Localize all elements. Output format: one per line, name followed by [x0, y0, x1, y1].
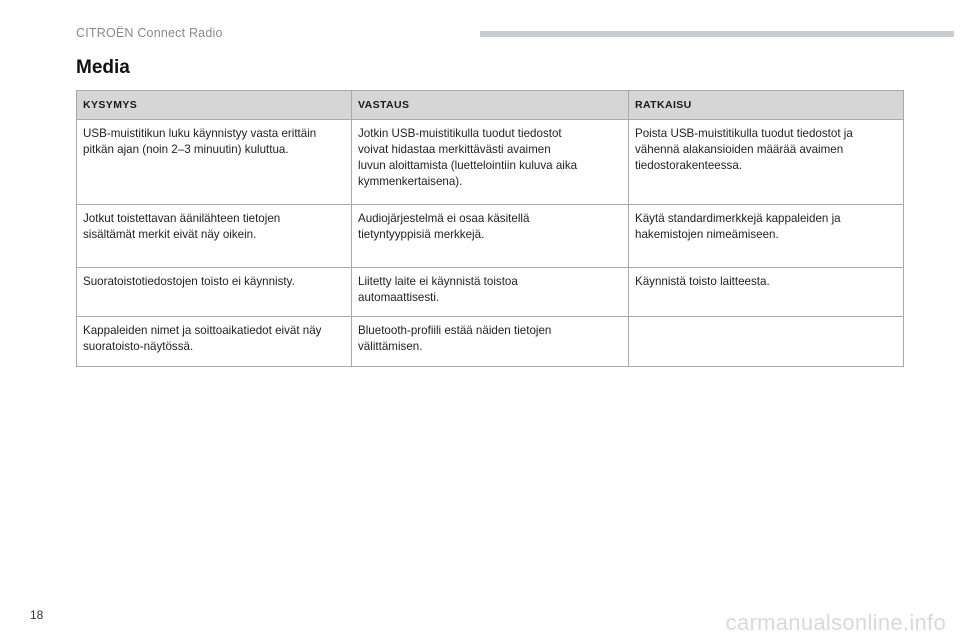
question-cell	[77, 120, 352, 205]
answer-cell	[352, 120, 629, 205]
question-text: Suoratoistotiedostojen toisto ei käynnisty.	[83, 275, 295, 288]
answer-text: Jotkin USB-muistitikulla tuodut tiedostot voivat hidastaa merkittävästi avaimen luvun aloittamista (luettelointiin kuluva aika kymmenkertaisena).	[358, 127, 578, 188]
solution-cell	[629, 205, 904, 268]
question-text: Jotkut toistettavan äänilähteen tietojen sisältämät merkit eivät näy oikein.	[83, 212, 281, 241]
section-title: Media	[76, 57, 130, 78]
table-row	[77, 205, 904, 268]
question-text: Kappaleiden nimet ja soittoaikatiedot eivät näy suoratoisto-näytössä.	[83, 324, 322, 353]
solution-cell	[629, 120, 904, 205]
solution-text: Käynnistä toisto laitteesta.	[635, 275, 770, 288]
running-header: CITROËN Connect Radio	[76, 26, 223, 40]
question-cell	[77, 268, 352, 317]
question-cell	[77, 317, 352, 367]
question-text: USB-muistitikun luku käynnistyy vasta erittäin pitkän ajan (noin 2–3 minuutin) kuluttua.	[83, 127, 317, 156]
table-row	[77, 268, 904, 317]
question-cell	[77, 205, 352, 268]
watermark: carmanualsonline.info	[725, 610, 946, 635]
solution-text: Poista USB-muistitikulla tuodut tiedostot ja vähennä alakansioiden määrää avaimen tiedostorakenteessa.	[635, 127, 853, 172]
column-header-answer: VASTAUS	[352, 91, 629, 120]
answer-cell	[352, 317, 629, 367]
table-row	[77, 317, 904, 367]
column-header-solution: RATKAISU	[629, 91, 904, 120]
answer-cell	[352, 205, 629, 268]
table-header-row	[77, 91, 904, 120]
header-rule	[480, 31, 954, 37]
solution-cell	[629, 317, 904, 367]
answer-cell	[352, 268, 629, 317]
troubleshooting-table	[76, 90, 904, 367]
page-number: 18	[30, 608, 44, 622]
table-row	[77, 120, 904, 205]
answer-text: Liitetty laite ei käynnistä toistoa automaattisesti.	[358, 275, 518, 304]
column-header-question: KYSYMYS	[77, 91, 352, 120]
solution-text: Käytä standardimerkkejä kappaleiden ja hakemistojen nimeämiseen.	[635, 212, 841, 241]
answer-text: Bluetooth-profiili estää näiden tietojen välittämisen.	[358, 324, 552, 353]
answer-text: Audiojärjestelmä ei osaa käsitellä tietyntyyppisiä merkkejä.	[358, 212, 530, 241]
solution-cell	[629, 268, 904, 317]
